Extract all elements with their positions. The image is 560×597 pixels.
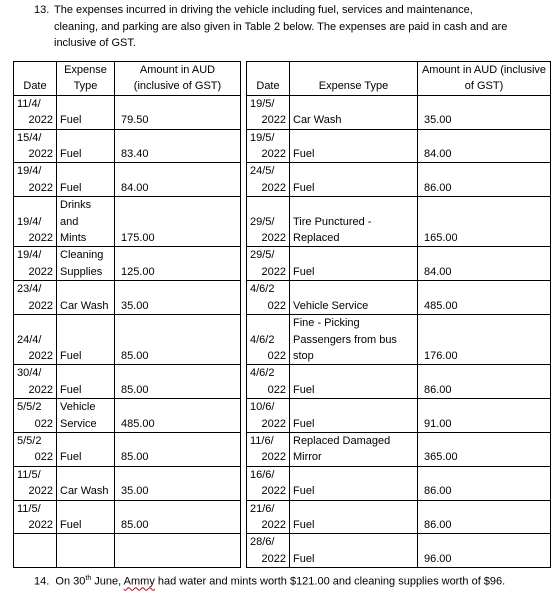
amount-cell: 79.50 [115,95,241,129]
header-date-right: Date [247,62,290,96]
amount-cell: 85.00 [115,500,241,534]
date-cell: 19/5/ 2022 [247,129,290,163]
table-row [14,315,551,365]
expense-type-cell: Fuel [57,95,115,129]
date-cell: 15/4/ 2022 [14,129,57,163]
expense-type-cell: Fuel [57,163,115,197]
date-cell: 29/5/ 2022 [247,197,290,247]
expense-type-cell: Vehicle Service [57,399,115,433]
date-cell: 19/5/ 2022 [247,95,290,129]
table-row [14,466,551,500]
amount-cell: 86.00 [418,500,551,534]
date-cell: 24/4/ 2022 [14,315,57,365]
table-row [14,281,551,315]
amount-cell: 84.00 [418,247,551,281]
date-cell: 19/4/ 2022 [14,197,57,247]
amount-cell: 84.00 [115,163,241,197]
amount-cell: 35.00 [115,466,241,500]
expense-type-cell: Car Wash [290,95,418,129]
table-row [14,432,551,466]
amount-cell: 35.00 [418,95,551,129]
expense-type-cell: Replaced Damaged Mirror [290,432,418,466]
expense-type-cell: Car Wash [57,466,115,500]
table-header-row [14,62,551,96]
date-cell: 30/4/ 2022 [14,365,57,399]
amount-cell: 165.00 [418,197,551,247]
amount-cell [115,534,241,568]
expense-type-cell: Fuel [290,466,418,500]
question-number: 13. [34,4,50,16]
table-row [14,197,551,247]
expense-type-cell: Fuel [57,129,115,163]
table-row [14,247,551,281]
table-row [14,365,551,399]
date-cell: 5/5/2 022 [14,432,57,466]
date-cell: 19/4/ 2022 [14,163,57,197]
date-cell: 29/5/ 2022 [247,247,290,281]
intro-line-3: inclusive of GST. [54,37,136,49]
expense-type-cell: Fuel [290,129,418,163]
intro-line-1: 13. The expenses incurred in driving the vehicle including fuel, services and maintenance, [14,2,550,19]
amount-cell: 35.00 [115,281,241,315]
header-amount-left: Amount in AUD (inclusive of GST) [115,62,241,96]
amount-cell: 485.00 [418,281,551,315]
amount-cell: 85.00 [115,365,241,399]
expense-type-cell: Fuel [290,399,418,433]
date-cell: 19/4/ 2022 [14,247,57,281]
table-row [14,95,551,129]
expense-type-cell: Fuel [57,315,115,365]
table-row [14,534,551,568]
table-body [14,95,551,567]
expense-type-cell: Fine - Picking Passengers from bus stop [290,315,418,365]
amount-cell: 86.00 [418,163,551,197]
header-date-left: Date [14,62,57,96]
date-cell: 5/5/2 022 [14,399,57,433]
amount-cell: 365.00 [418,432,551,466]
expense-type-cell: Fuel [57,365,115,399]
expense-type-cell: Fuel [57,500,115,534]
question-14-text: 14. On 30th June, Ammy had water and mints worth $121.00 and cleaning supplies worth of $96. [34,575,506,588]
date-cell: 11/4/ 2022 [14,95,57,129]
date-cell: 4/6/2 022 [247,315,290,365]
expense-type-cell: Fuel [290,247,418,281]
expense-type-cell: Tire Punctured - Replaced [290,197,418,247]
date-cell: 28/6/ 2022 [247,534,290,568]
expense-type-cell: Car Wash [57,281,115,315]
expense-type-cell: Fuel [290,365,418,399]
question-13-text [14,2,550,52]
header-expense-type-left: Expense Type [57,62,115,96]
date-cell: 21/6/ 2022 [247,500,290,534]
table-row [14,129,551,163]
date-cell [14,534,57,568]
amount-cell: 485.00 [115,399,241,433]
person-name: Ammy [123,575,155,588]
amount-cell: 86.00 [418,365,551,399]
table-row [14,163,551,197]
date-cell: 11/6/ 2022 [247,432,290,466]
expense-type-cell: Fuel [290,500,418,534]
amount-cell: 85.00 [115,315,241,365]
expense-type-cell: Fuel [290,534,418,568]
amount-cell: 91.00 [418,399,551,433]
amount-cell: 175.00 [115,197,241,247]
table-row [14,500,551,534]
date-cell: 4/6/2 022 [247,365,290,399]
expense-type-cell: Fuel [290,163,418,197]
expense-type-cell: Vehicle Service [290,281,418,315]
amount-cell: 84.00 [418,129,551,163]
header-expense-type-right: Expense Type [290,62,418,96]
header-amount-right: Amount in AUD (inclusive of GST) [418,62,551,96]
amount-cell: 83.40 [115,129,241,163]
date-cell: 23/4/ 2022 [14,281,57,315]
amount-cell: 85.00 [115,432,241,466]
date-cell: 4/6/2 022 [247,281,290,315]
date-cell: 24/5/ 2022 [247,163,290,197]
intro-line-2: cleaning, and parking are also given in Table 2 below. The expenses are paid in cash and are [54,20,508,33]
date-cell: 11/5/ 2022 [14,500,57,534]
question-number: 14. [34,575,50,588]
table-row [14,399,551,433]
expense-type-cell: Fuel [57,432,115,466]
amount-cell: 86.00 [418,466,551,500]
expenses-table [13,61,551,568]
date-cell: 16/6/ 2022 [247,466,290,500]
date-cell: 11/5/ 2022 [14,466,57,500]
date-cell: 10/6/ 2022 [247,399,290,433]
amount-cell: 125.00 [115,247,241,281]
expense-type-cell [57,534,115,568]
expense-type-cell: Drinks and Mints [57,197,115,247]
amount-cell: 96.00 [418,534,551,568]
expense-type-cell: Cleaning Supplies [57,247,115,281]
amount-cell: 176.00 [418,315,551,365]
